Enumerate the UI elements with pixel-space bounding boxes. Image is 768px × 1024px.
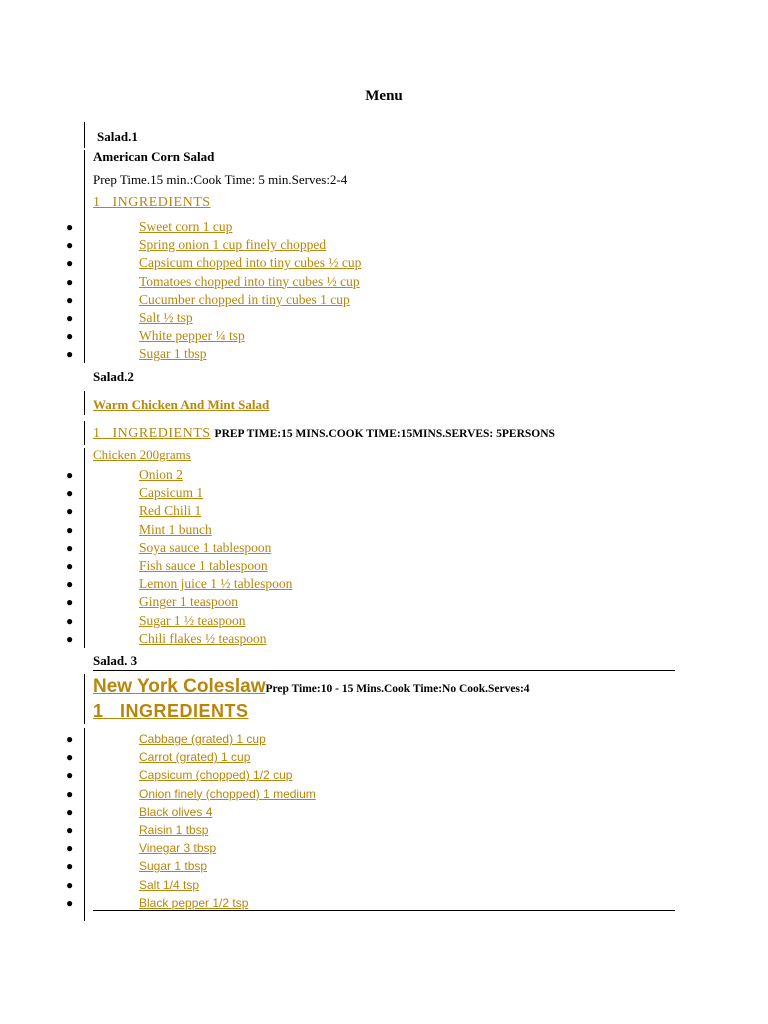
salad2-heading: Salad.2 xyxy=(93,369,134,384)
ingredient-link[interactable]: Raisin 1 tbsp xyxy=(139,822,209,837)
bullet-icon: ● xyxy=(66,504,74,519)
salad3-meta: Prep Time:10 - 15 Mins.Cook Time:No Cook.Serves:4 xyxy=(265,683,530,695)
ingredient-link[interactable]: Chili flakes ½ teaspoon xyxy=(139,630,267,646)
ingredient-link[interactable]: Sugar 1 ½ teaspoon xyxy=(139,612,246,628)
section-bar-salad1-top xyxy=(84,122,85,148)
bullet-icon: ● xyxy=(66,822,74,837)
bullet-icon: ● xyxy=(66,732,74,746)
ingredient-link[interactable]: Black pepper 1/2 tsp xyxy=(139,895,249,910)
section-bar-salad2-name xyxy=(84,391,85,415)
bullet-icon: ● xyxy=(66,310,74,325)
ingredient-link[interactable]: Spring onion 1 cup finely chopped xyxy=(139,237,327,253)
salad2-name[interactable]: Warm Chicken And Mint Salad xyxy=(93,397,270,412)
ingredient-link[interactable]: Capsicum 1 xyxy=(139,485,204,501)
ingredient-link[interactable]: Capsicum chopped into tiny cubes ½ cup xyxy=(139,255,362,271)
bullet-icon: ● xyxy=(66,558,74,573)
bullet-icon: ● xyxy=(66,877,74,892)
ingredient-link[interactable]: Red Chili 1 xyxy=(139,503,202,519)
salad3-heading: Salad. 3 xyxy=(93,653,138,668)
section-bar-salad2-ing xyxy=(84,421,85,445)
bullet-icon: ● xyxy=(66,522,74,537)
ingredient-link[interactable]: Cucumber chopped in tiny cubes 1 cup xyxy=(139,291,350,307)
bullet-icon: ● xyxy=(66,841,74,856)
ingredient-link[interactable]: Onion finely (chopped) 1 medium xyxy=(139,786,316,801)
section-bar-salad2 xyxy=(84,448,85,648)
section-bar-salad3 xyxy=(84,728,85,921)
ingredient-link[interactable]: Sweet corn 1 cup xyxy=(139,219,233,234)
salad3-ingredients-link[interactable]: 1 INGREDIENTS xyxy=(93,701,249,721)
salad2-meta: PREP TIME:15 MINS.COOK TIME:15MINS.SERVES: 5PERSONS xyxy=(214,428,555,440)
ingredient-link[interactable]: Mint 1 bunch xyxy=(139,521,212,537)
bullet-icon: ● xyxy=(66,613,74,628)
salad2-first-item[interactable]: Chicken 200grams xyxy=(93,447,191,462)
salad1-meta: Prep Time.15 min.:Cook Time: 5 min.Serves:2-4 xyxy=(93,172,348,187)
ingredient-link[interactable]: Cabbage (grated) 1 cup xyxy=(139,732,266,746)
salad3-name[interactable]: New York Coleslaw xyxy=(93,676,266,697)
bullet-icon: ● xyxy=(66,220,74,234)
bullet-icon: ● xyxy=(66,895,74,910)
salad2-ingredients-link[interactable]: 1 INGREDIENTS xyxy=(93,426,211,441)
bullet-icon: ● xyxy=(66,329,74,344)
ingredient-link[interactable]: Capsicum (chopped) 1/2 cup xyxy=(139,768,293,783)
ingredient-link[interactable]: Onion 2 xyxy=(139,467,183,482)
salad1-ingredients-link[interactable]: 1 INGREDIENTS xyxy=(93,195,211,210)
page-title: Menu xyxy=(365,88,403,104)
bullet-icon: ● xyxy=(66,540,74,555)
bullet-icon: ● xyxy=(66,238,74,253)
bullet-icon: ● xyxy=(66,595,74,610)
ingredient-link[interactable]: Sugar 1 tbsp xyxy=(139,346,207,362)
salad1-heading: Salad.1 xyxy=(97,129,138,144)
bullet-icon: ● xyxy=(66,347,74,362)
ingredient-link[interactable]: Salt 1/4 tsp xyxy=(139,877,200,892)
salad1-name: American Corn Salad xyxy=(93,149,215,164)
ingredient-link[interactable]: Sugar 1 tbsp xyxy=(139,859,208,874)
ingredient-link[interactable]: Tomatoes chopped into tiny cubes ½ cup xyxy=(139,273,360,289)
section-bar-salad1 xyxy=(84,150,85,363)
bullet-icon: ● xyxy=(66,768,74,783)
ingredient-link[interactable]: Salt ½ tsp xyxy=(139,309,193,325)
section-bar-salad3-head xyxy=(84,674,85,724)
ingredient-link[interactable]: Lemon juice 1 ½ tablespoon xyxy=(139,576,293,592)
bullet-icon: ● xyxy=(66,631,74,646)
bullet-icon: ● xyxy=(66,804,74,819)
bullet-icon: ● xyxy=(66,274,74,289)
ingredient-link[interactable]: Fish sauce 1 tablespoon xyxy=(139,557,268,573)
bullet-icon: ● xyxy=(66,786,74,801)
ingredient-link[interactable]: Soya sauce 1 tablespoon xyxy=(139,539,272,555)
salad3-title-row xyxy=(93,676,530,698)
bullet-icon: ● xyxy=(66,256,74,271)
divider-salad3-top xyxy=(93,670,675,671)
bullet-icon: ● xyxy=(66,292,74,307)
salad2-ingredients-row xyxy=(93,424,555,442)
bullet-icon: ● xyxy=(66,577,74,592)
bullet-icon: ● xyxy=(66,468,74,482)
bullet-icon: ● xyxy=(66,486,74,501)
ingredient-link[interactable]: Ginger 1 teaspoon xyxy=(139,594,238,610)
ingredient-link[interactable]: Carrot (grated) 1 cup xyxy=(139,750,251,765)
bullet-icon: ● xyxy=(66,750,74,765)
ingredient-link[interactable]: Black olives 4 xyxy=(139,804,213,819)
bullet-icon: ● xyxy=(66,859,74,874)
ingredient-link[interactable]: White pepper ¼ tsp xyxy=(139,328,245,344)
ingredient-link[interactable]: Vinegar 3 tbsp xyxy=(139,841,217,856)
